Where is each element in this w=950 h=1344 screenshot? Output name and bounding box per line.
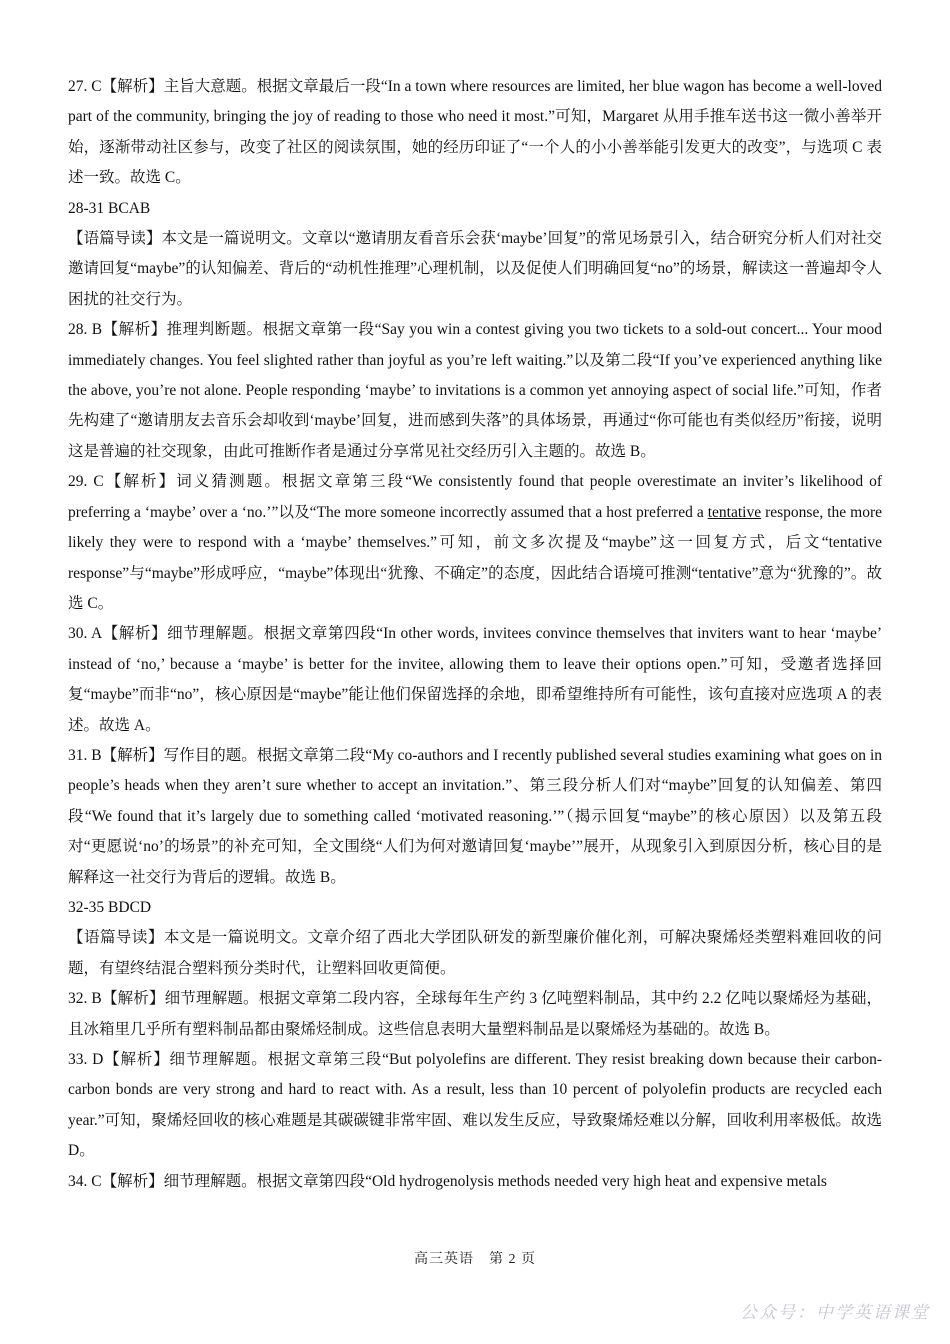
answer-34-explanation: 34. C【解析】细节理解题。根据文章第四段“Old hydrogenolysis methods needed very high heat and expensive metals [68,1172,827,1190]
reading-guide-28-31: 【语篇导读】本文是一篇说明文。文章以“邀请朋友看音乐会获‘maybe’回复”的常见场景引入，结合研究分析人们对社交邀请回复“maybe”的认知偏差、背后的“动机性推理”心理机制，以及促使人们明确回复“no”的场景，解读这一普遍却令人困扰的社交行为。 [68,230,882,308]
reading-guide-32-35: 【语篇导读】本文是一篇说明文。文章介绍了西北大学团队研发的新型廉价催化剂，可解决聚烯烃类塑料难回收的问题，有望终结混合塑料预分类时代，让塑料回收更简便。 [68,929,882,977]
answer-32-explanation: 32. B【解析】细节理解题。根据文章第二段内容，全球每年生产约 3 亿吨塑料制品，其中约 2.2 亿吨以聚烯烃为基础，且冰箱里几乎所有塑料制品都由聚烯烃制成。这些信息表明大量塑料制品是以聚烯烃为基础的。故选 B。 [68,990,882,1038]
answer-33-explanation: 33. D【解析】细节理解题。根据文章第三段“But polyolefins are different. They resist breaking down because their carbon-carbon bonds are very strong and hard to react with. As a result, less than 10 percent of polyolefin products are recycled each year.”可知，聚烯烃回收的核心难题是其碳碳键非常牢固、难以发生反应，导致聚烯烃难以分解，回收利用率极低。故选 D。 [68,1051,882,1160]
answer-31-explanation: 31. B【解析】写作目的题。根据文章第二段“My co-authors and I recently published several studies examining what goes on in people’s heads when they aren’t sure whether to accept an invitation.”、第三段分析人们对“maybe”回复的认知偏差、第四段“We found that it’s largely due to something called ‘motivated reasoning.’”（揭示回复“maybe”的核心原因）以及第五段对“更愿说‘no’的场景”的补充可知，全文围绕“人们为何对邀请回复‘maybe’”展开，从现象引入到原因分析，核心目的是解释这一社交行为背后的逻辑。故选 B。 [68,746,882,886]
answer-30-explanation: 30. A【解析】细节理解题。根据文章第四段“In other words, invitees convince themselves that inviters want to hear ‘maybe’ instead of ‘no,’ because a ‘maybe’ is better for the invitee, allowing them to leave their options open.”可知，受邀者选择回复“maybe”而非“no”，核心原因是“maybe”能让他们保留选择的余地，即希望维持所有可能性，该句直接对应选项 A 的表述。故选 A。 [68,625,882,734]
watermark: 公众号：中学英语课堂 [740,1303,930,1322]
answer-key-28-31: 28-31 BCAB [68,199,151,217]
page-footer: 高三英语 第 2 页 [414,1252,536,1267]
document-body [68,72,882,1197]
answer-29-text-part2: response, the more likely they were to respond with a ‘maybe’ themselves.”可知，前文多次提及“maybe”这一回复方式，后文“tentative response”与“maybe”形成呼应，“maybe”体现出“犹豫、不确定”的态度，因此结合语境可推测“tentative”意为“犹豫的”。故选 C。 [68,503,882,612]
answer-27-explanation: 27. C【解析】主旨大意题。根据文章最后一段“In a town where resources are limited, her blue wagon has become a well-loved part of the community, bringing the joy of reading to those who need it most.”可知，Margaret 从用手推车送书这一微小善举开始，逐渐带动社区参与，改变了社区的阅读氛围，她的经历印证了“一个人的小小善举能引发更大的改变”，与选项 C 表述一致。故选 C。 [68,78,882,187]
underlined-word-tentative: tentative [707,503,762,521]
answer-28-explanation: 28. B【解析】推理判断题。根据文章第一段“Say you win a contest giving you two tickets to a sold-out concert... Your mood immediately changes. You feel slighted rather than joyful as you’re left waiting.”以及第二段“If you’ve experienced anything like the above, you’re not alone. People responding ‘maybe’ to invitations is a common yet annoying aspect of social life.”可知，作者先构建了“邀请朋友去音乐会却收到‘maybe’回复，进而感到失落”的具体场景，再通过“你可能也有类似经历”衔接，说明这是普遍的社交现象，由此可推断作者是通过分享常见社交经历引入主题的。故选 B。 [68,321,882,460]
answer-29-explanation [68,467,882,619]
answer-key-32-35: 32-35 BDCD [68,898,152,916]
answer-29-text-part1: 29. C【解析】词义猜测题。根据文章第三段“We consistently found that people overestimate an inviter’s likelihood of preferring a ‘maybe’ over a ‘no.’”以及“The more someone incorrectly assumed that a host preferred a [68,473,882,521]
